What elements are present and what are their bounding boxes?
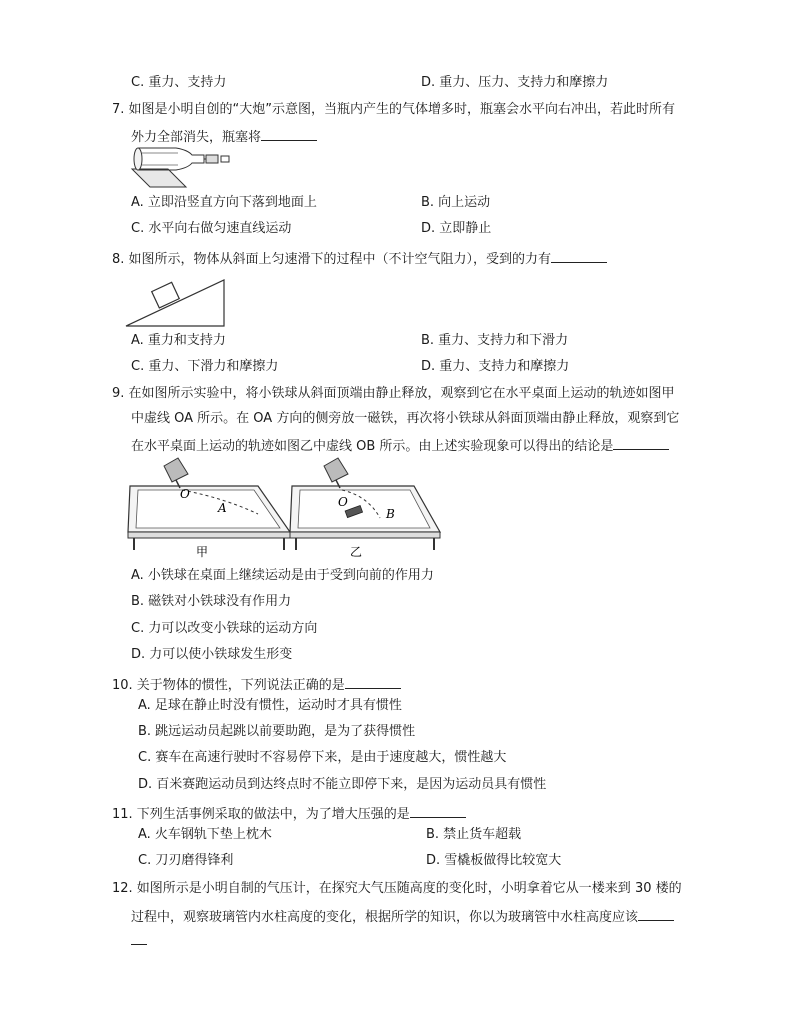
table-yi: [290, 458, 440, 550]
q6-option-d: D. 重力、压力、支持力和摩擦力: [421, 75, 609, 90]
answer-blank: [345, 674, 401, 689]
answer-blank: [551, 248, 607, 263]
q11-option-a: A. 火车钢轨下垫上枕木: [138, 827, 272, 842]
q8-option-d: D. 重力、支持力和摩擦力: [421, 359, 570, 374]
q10-stem-line1: 10. 关于物体的惯性，下列说法正确的是: [112, 674, 401, 695]
answer-blank: [638, 906, 674, 921]
q7-stem-line2: 外力全部消失，瓶塞将: [131, 126, 317, 147]
label-yi: 乙: [350, 545, 363, 559]
q9-option-c: C. 力可以改变小铁球的运动方向: [131, 621, 318, 636]
q9-stem-line1: 9. 在如图所示实验中，将小铁球从斜面顶端由静止释放，观察到它在水平桌面上运动的轨迹如图甲: [112, 386, 675, 401]
magnet-experiment-figure: [124, 452, 444, 564]
answer-blank: [131, 930, 147, 945]
label-o-yi: O: [338, 495, 348, 509]
q9-option-d: D. 力可以使小铁球发生形变: [131, 647, 293, 662]
q7-stem-line1: 7. 如图是小明自创的“大炮”示意图，当瓶内产生的气体增多时，瓶塞会水平向右冲出，若此时所有: [112, 102, 676, 117]
q11-option-d: D. 雪橇板做得比较宽大: [426, 853, 562, 868]
q9-stem-line3: 在水平桌面上运动的轨迹如图乙中虚线 OB 所示。由上述实验现象可以得出的结论是: [131, 435, 669, 456]
q9-option-a: A. 小铁球在桌面上继续运动是由于受到向前的作用力: [131, 568, 434, 583]
q10-option-b: B. 跳远运动员起跳以前要助跑，是为了获得惯性: [138, 724, 416, 739]
cannon-bottle-figure: [126, 145, 236, 191]
q10-option-d: D. 百米赛跑运动员到达终点时不能立即停下来，是因为运动员具有惯性: [138, 777, 547, 792]
q7-option-a: A. 立即沿竖直方向下落到地面上: [131, 195, 317, 210]
q6-option-c: C. 重力、支持力: [131, 75, 227, 90]
q11-option-c: C. 刀刃磨得锋利: [138, 853, 234, 868]
q11-stem-line1: 11. 下列生活事例采取的做法中，为了增大压强的是: [112, 803, 466, 824]
label-jia: 甲: [196, 545, 209, 559]
answer-blank: [261, 126, 317, 141]
answer-blank: [613, 435, 669, 450]
q12-answer-blank-continued: [131, 930, 147, 951]
label-b: B: [386, 507, 395, 521]
label-a: A: [218, 501, 227, 515]
q8-option-c: C. 重力、下滑力和摩擦力: [131, 359, 279, 374]
q9-option-b: B. 磁铁对小铁球没有作用力: [131, 594, 292, 609]
q12-stem-line2: 过程中，观察玻璃管内水柱高度的变化，根据所学的知识，你以为玻璃管中水柱高度应该: [131, 906, 674, 927]
q8-option-b: B. 重力、支持力和下滑力: [421, 333, 569, 348]
table-jia: [128, 458, 290, 550]
q10-option-c: C. 赛车在高速行驶时不容易停下来，是由于速度越大，惯性越大: [138, 750, 507, 765]
q8-option-a: A. 重力和支持力: [131, 333, 226, 348]
q11-option-b: B. 禁止货车超载: [426, 827, 522, 842]
q7-option-c: C. 水平向右做匀速直线运动: [131, 221, 292, 236]
q7-option-b: B. 向上运动: [421, 195, 491, 210]
q10-option-a: A. 足球在静止时没有惯性，运动时才具有惯性: [138, 698, 402, 713]
q7-option-d: D. 立即静止: [421, 221, 492, 236]
q8-stem-line1: 8. 如图所示，物体从斜面上匀速滑下的过程中（不计空气阻力），受到的力有: [112, 248, 607, 269]
label-o-jia: O: [180, 487, 190, 501]
q12-stem-line1: 12. 如图所示是小明自制的气压计，在探究大气压随高度的变化时，小明拿着它从一楼来到 30 楼的: [112, 881, 682, 896]
incline-block-figure: [124, 270, 228, 328]
q9-stem-line2: 中虚线 OA 所示。在 OA 方向的侧旁放一磁铁，再次将小铁球从斜面顶端由静止释放，观察到它: [131, 411, 680, 426]
answer-blank: [410, 803, 466, 818]
